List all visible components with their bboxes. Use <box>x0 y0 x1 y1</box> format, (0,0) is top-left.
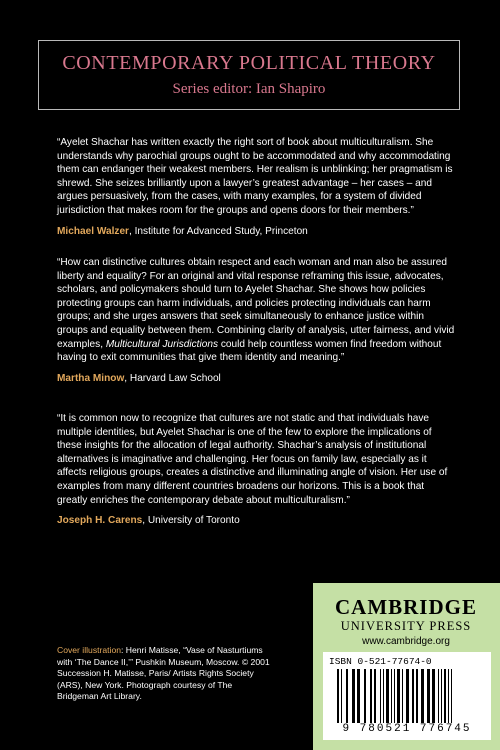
barcode-bar <box>337 669 339 723</box>
barcode-bar <box>402 669 403 723</box>
barcode-bar <box>391 669 392 723</box>
barcode-bar <box>352 669 355 723</box>
endorsement-attribution <box>57 225 457 238</box>
barcode-bar <box>380 669 381 723</box>
credit-text: : Henri Matisse, “Vase of Nasturtiums with ‘The Dance II,’” Pushkin Museum, Moscow. © 2001 Succession H. Matisse, Paris/ Artists Rights Society (ARS), New York. Photograph courtesy of The Bridgeman Art Library. <box>57 645 270 702</box>
barcode-bar <box>421 669 424 723</box>
barcode-bar <box>438 669 439 723</box>
series-editor: Series editor: Ian Shapiro <box>172 81 326 97</box>
endorsement-carens <box>57 412 457 527</box>
endorsement-walzer <box>57 136 457 238</box>
quote-part-1: “How can distinctive cultures obtain respect and each woman and man also be assured liberty and equality? For an original and vital response reframing this issue, advocates, scholars, and policymakers should turn to Ayelet Shachar. She shows how policies protecting groups can harm individuals, and policies protecting individuals can harm groups; and she urges answers that seek simultaneously to enhance justice within groups and equality between them. Combining clarity of analysis, utter fairness, and vivid examples, <box>57 257 455 350</box>
isbn-label: ISBN 0-521-77674-0 <box>329 656 432 667</box>
barcode-bar <box>341 669 342 723</box>
publisher-name: CAMBRIDGE <box>334 595 477 619</box>
barcode-bar <box>416 669 418 723</box>
series-title: CONTEMPORARY POLITICAL THEORY <box>62 52 436 74</box>
barcode-bar <box>444 669 446 723</box>
cover-illustration-credit <box>57 645 272 703</box>
barcode-bars <box>337 669 477 723</box>
barcode-bar <box>394 669 395 723</box>
quote-book-title: Multicultural Jurisdictions <box>105 338 219 350</box>
publisher-url: www.cambridge.org <box>362 636 450 647</box>
endorser-name: Joseph H. Carens <box>57 515 143 527</box>
barcode-bar <box>406 669 409 723</box>
barcode-bar <box>357 669 360 723</box>
barcode-bar <box>412 669 414 723</box>
endorsement-attribution <box>57 514 457 527</box>
quote-part-2: could help countless women find freedom without having to exit communities that give them identity and meaning.” <box>57 338 442 364</box>
barcode-bar <box>397 669 400 723</box>
barcode-bar <box>386 669 389 723</box>
barcode-bar <box>364 669 366 723</box>
barcode-bar <box>383 669 384 723</box>
endorsement-quote: “Ayelet Shachar has written exactly the right sort of book about multiculturalism. She understands why parochial groups ought to be accommodated and why accommodating them can endanger their weakest members. Her realism is unblinking; her pragmatism is shrewd. She seizes brilliantly upon a lawyer’s greatest advantage – her cases – and argues persuasively, from the cases, with many examples, for a system of divided jurisdiction that makes room for the groups and opens doors for their members.” <box>57 137 453 216</box>
barcode-bar <box>374 669 376 723</box>
publisher-panel <box>313 583 500 750</box>
series-header-box <box>38 40 460 110</box>
endorsement-quote <box>57 256 457 365</box>
barcode-bar <box>432 669 435 723</box>
endorsement-quote: “It is common now to recognize that cultures are not static and that individuals have multiple identities, but Ayelet Shachar is one of the few to explore the implications of these insights for the allocation of legal authority. Shachar’s analysis of institutional alternatives is imaginative and challenging. Her focus on family law, especially as it affects religious groups, creates a distinctive and illuminating angle of vision. Her use of examples from many different countries broadens our horizons. This is a book that greatly enriches the contemporary debate about multiculturalism.” <box>57 413 448 506</box>
endorsement-attribution <box>57 372 457 385</box>
barcode-bar <box>451 669 452 723</box>
barcode-box <box>323 652 491 740</box>
barcode-digits: 9 780521 776745 <box>342 723 472 735</box>
endorser-affiliation: , University of Toronto <box>142 515 240 527</box>
credit-label: Cover illustration <box>57 645 121 655</box>
endorser-name: Martha Minow <box>57 372 125 384</box>
barcode-bar <box>427 669 430 723</box>
endorser-affiliation: , Harvard Law School <box>124 372 221 384</box>
barcode-bar <box>448 669 449 723</box>
endorser-affiliation: , Institute for Advanced Study, Princeton <box>129 225 308 237</box>
endorsement-minow <box>57 256 457 385</box>
barcode-bar <box>370 669 372 723</box>
publisher-subtitle: UNIVERSITY PRESS <box>340 619 472 633</box>
barcode-bar <box>346 669 348 723</box>
endorser-name: Michael Walzer <box>57 225 129 237</box>
barcode-bar <box>441 669 442 723</box>
